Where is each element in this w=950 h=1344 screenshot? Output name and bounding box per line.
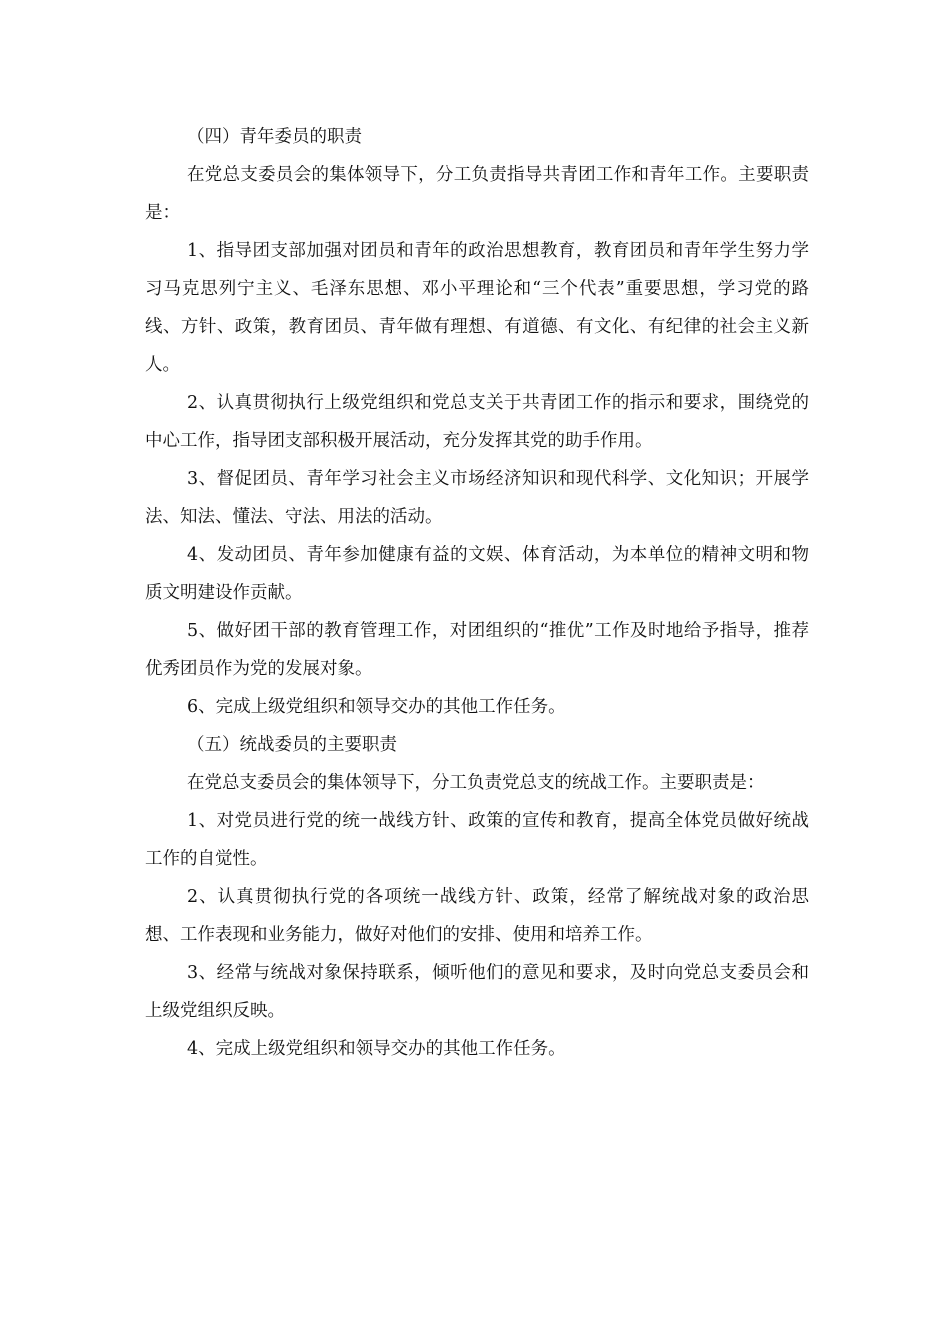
- paragraph-youth-duty-2: 2、认真贯彻执行上级党组织和党总支关于共青团工作的指示和要求，围绕党的中心工作，指导团支部积极开展活动，充分发挥其党的助手作用。: [145, 393, 809, 451]
- paragraph-united-front-duty-2: 2、认真贯彻执行党的各项统一战线方针、政策，经常了解统战对象的政治思想、工作表现和业务能力，做好对他们的安排、使用和培养工作。: [145, 887, 809, 945]
- paragraph-youth-duty-6: 6、完成上级党组织和领导交办的其他工作任务。: [187, 697, 566, 717]
- paragraph-youth-duty-3: 3、督促团员、青年学习社会主义市场经济知识和现代科学、文化知识；开展学法、知法、懂法、守法、用法的活动。: [145, 469, 809, 527]
- paragraph-youth-duty-1: 1、指导团支部加强对团员和青年的政治思想教育，教育团员和青年学生努力学习马克思列宁主义、毛泽东思想、邓小平理论和“三个代表”重要思想，学习党的路线、方针、政策，教育团员、青年做有理想、有道德、有文化、有纪律的社会主义新人。: [145, 241, 809, 375]
- paragraph-united-front-duty-3: 3、经常与统战对象保持联系，倾听他们的意见和要求，及时向党总支委员会和上级党组织反映。: [145, 963, 809, 1021]
- paragraph-united-front-duty-4: 4、完成上级党组织和领导交办的其他工作任务。: [187, 1039, 566, 1059]
- document-body: [145, 118, 809, 1068]
- paragraph-united-front-intro: 在党总支委员会的集体领导下，分工负责党总支的统战工作。主要职责是：: [187, 773, 765, 793]
- paragraph-youth-duty-4: 4、发动团员、青年参加健康有益的文娱、体育活动，为本单位的精神文明和物质文明建设作贡献。: [145, 545, 809, 603]
- section-heading-youth-committee: （四）青年委员的职责: [187, 127, 362, 147]
- paragraph-youth-intro: 在党总支委员会的集体领导下，分工负责指导共青团工作和青年工作。主要职责是：: [145, 165, 809, 223]
- paragraph-united-front-duty-1: 1、对党员进行党的统一战线方针、政策的宣传和教育，提高全体党员做好统战工作的自觉性。: [145, 811, 809, 869]
- section-heading-united-front-committee: （五）统战委员的主要职责: [187, 735, 397, 755]
- paragraph-youth-duty-5: 5、做好团干部的教育管理工作，对团组织的“推优”工作及时地给予指导，推荐优秀团员作为党的发展对象。: [145, 621, 809, 679]
